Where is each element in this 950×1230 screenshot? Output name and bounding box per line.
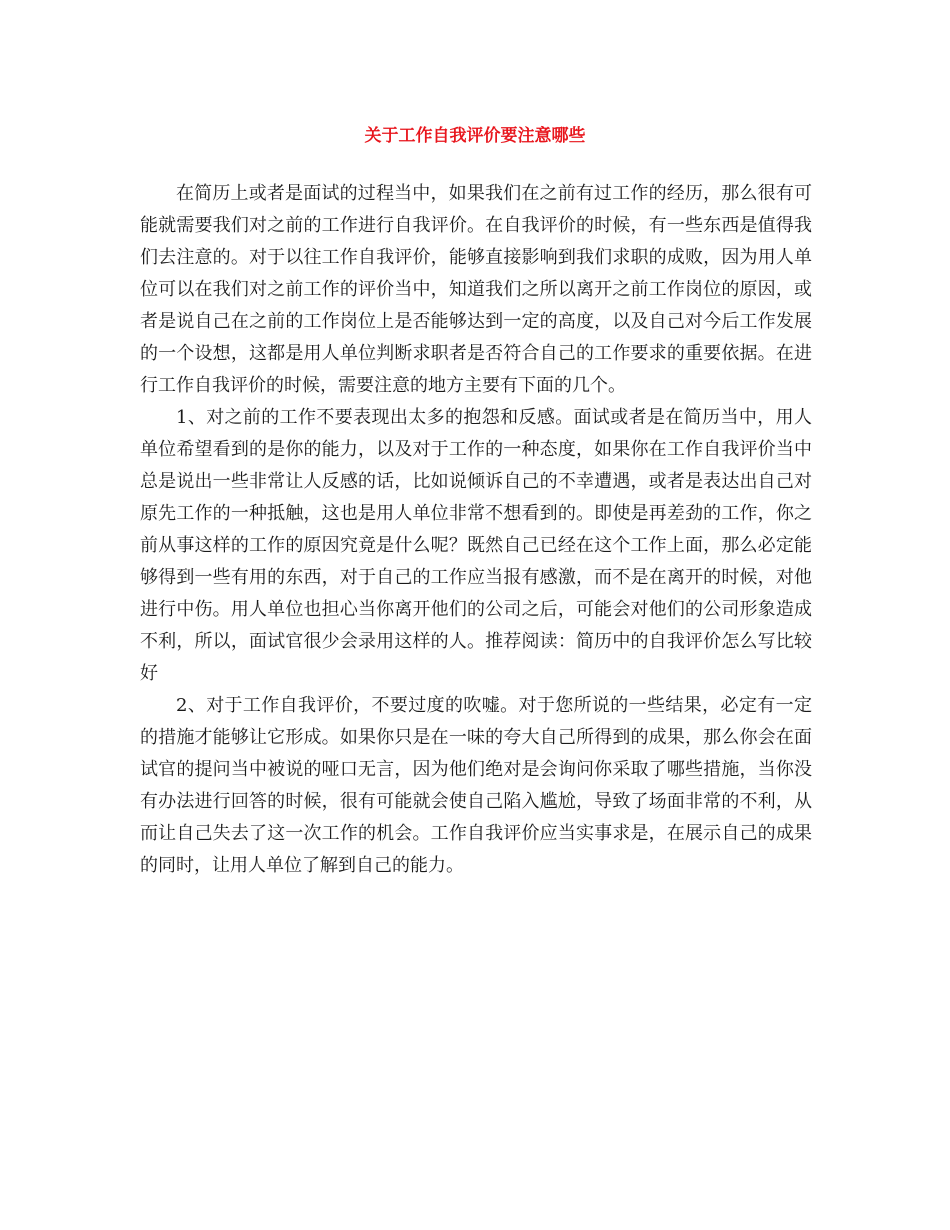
paragraph-point-1: 1、对之前的工作不要表现出太多的抱怨和反感。面试或者是在简历当中，用人单位希望看到的是你的能力，以及对于工作的一种态度，如果你在工作自我评价当中总是说出一些非常让人反感的话，比如说倾诉自己的不幸遭遇，或者是表达出自己对原先工作的一种抵触，这也是用人单位非常不想看到的。即使是再差劲的工作，你之前从事这样的工作的原因究竟是什么呢？既然自己已经在这个工作上面，那么必定能够得到一些有用的东西，对于自己的工作应当报有感激，而不是在离开的时候，对他进行中伤。用人单位也担心当你离开他们的公司之后，可能会对他们的公司形象造成不利，所以，面试官很少会录用这样的人。推荐阅读：简历中的自我评价怎么写比较好: [140, 407, 812, 684]
paragraph-point-2: 2、对于工作自我评价，不要过度的吹嘘。对于您所说的一些结果，必定有一定的措施才能够让它形成。如果你只是在一味的夸大自己所得到的成果，那么你会在面试官的提问当中被说的哑口无言，因为他们绝对是会询问你采取了哪些措施，当你没有办法进行回答的时候，很有可能就会使自己陷入尴尬，导致了场面非常的不利，从而让自己失去了这一次工作的机会。工作自我评价应当实事求是，在展示自己的成果的同时，让用人单位了解到自己的能力。: [140, 695, 812, 876]
paragraph-intro: 在简历上或者是面试的过程当中，如果我们在之前有过工作的经历，那么很有可能就需要我们对之前的工作进行自我评价。在自我评价的时候，有一些东西是值得我们去注意的。对于以往工作自我评价，能够直接影响到我们求职的成败，因为用人单位可以在我们对之前工作的评价当中，知道我们之所以离开之前工作岗位的原因，或者是说自己在之前的工作岗位上是否能够达到一定的高度，以及自己对今后工作发展的一个设想，这都是用人单位判断求职者是否符合自己的工作要求的重要依据。在进行工作自我评价的时候，需要注意的地方主要有下面的几个。: [140, 183, 812, 396]
document-body: [140, 178, 812, 882]
document-title: 关于工作自我评价要注意哪些: [364, 126, 586, 146]
